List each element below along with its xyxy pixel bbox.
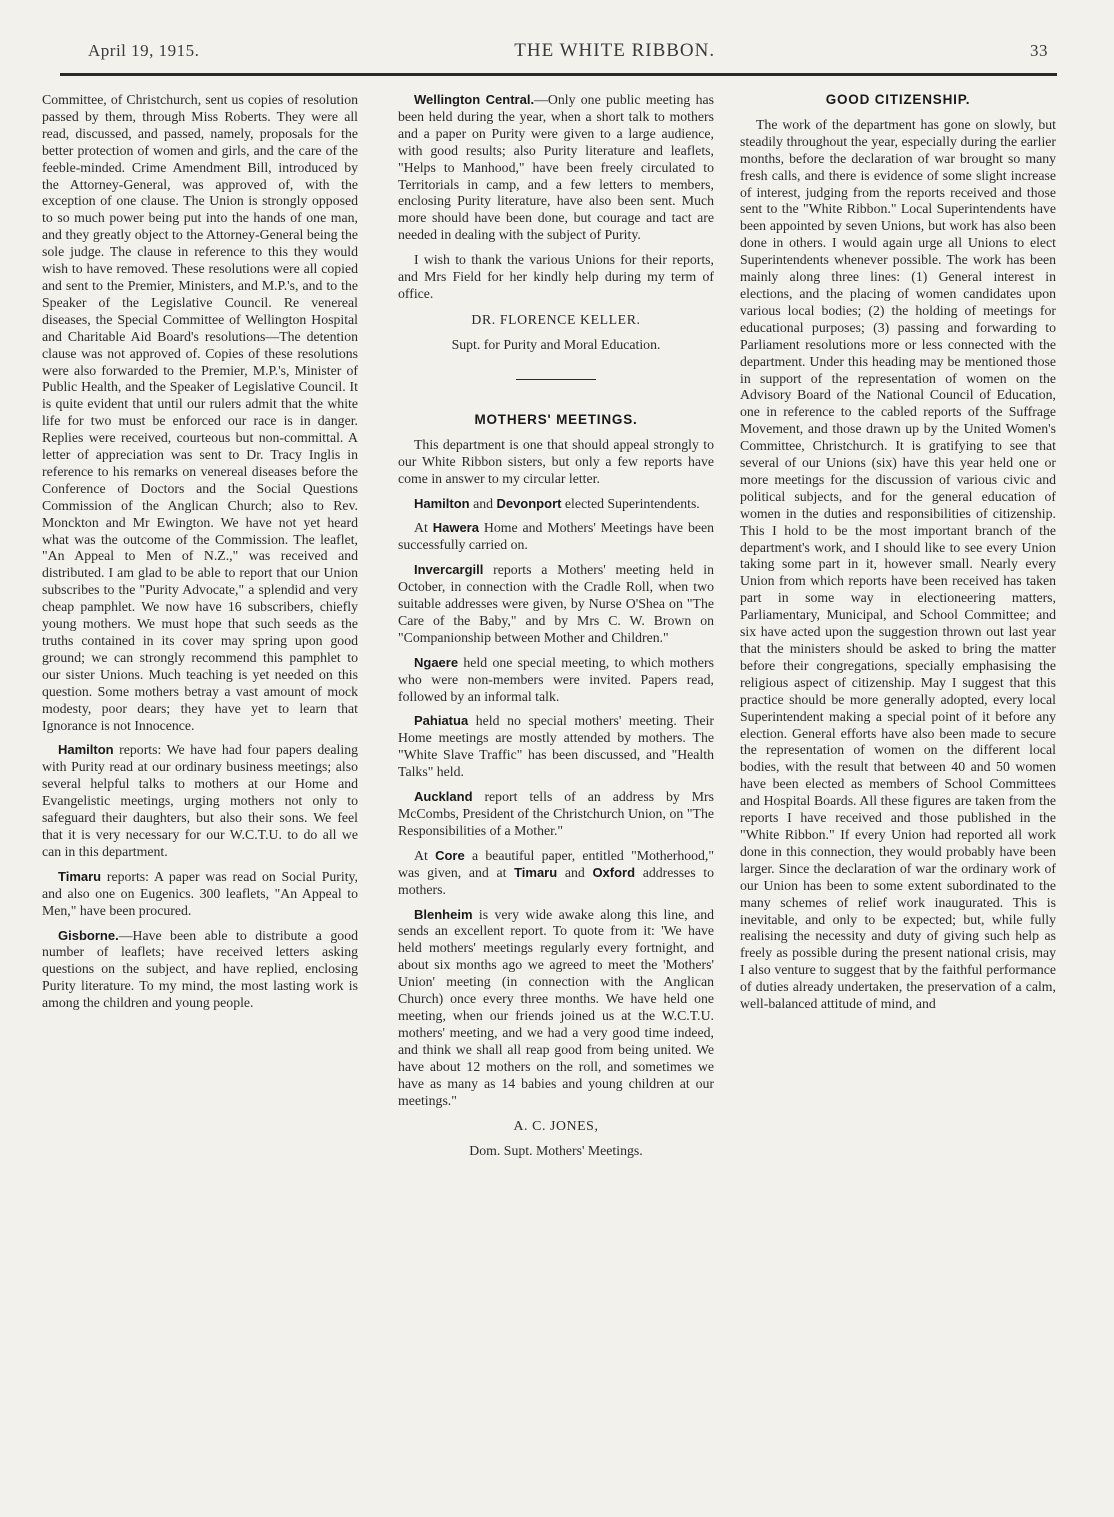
thanks-paragraph: I wish to thank the various Unions for their reports, and Mrs Field for her kindly help during my term of office. — [398, 252, 714, 301]
column-left — [42, 92, 358, 1020]
gisborne-text: —Have been able to distribute a good number of leaflets; have received letters asking questions on the subject, and have replied, enclosing Purity literature. To my mind, the most lasting work is among the children and young people. — [42, 927, 358, 1011]
timaru-heading-2: Timaru — [514, 864, 558, 880]
invercargill-paragraph — [398, 562, 714, 647]
hamilton-devonport-paragraph — [398, 496, 714, 513]
pahiatua-paragraph — [398, 713, 714, 781]
timaru-paragraph — [42, 869, 358, 920]
timaru-text: reports: A paper was read on Social Purity, and also one on Eugenics. 300 leaflets, "An Appeal to Men," have been procured. — [42, 868, 358, 918]
good-citizenship-heading: GOOD CITIZENSHIP. — [825, 92, 971, 107]
wellington-heading: Wellington Central. — [414, 92, 535, 107]
header-rule — [60, 73, 1057, 76]
auckland-text: report tells of an address by Mrs McCombs, President of the Christchurch Union, on "The Responsibilities of a Mother." — [398, 789, 714, 838]
blenheim-paragraph — [398, 907, 714, 1110]
column-right — [740, 92, 1056, 1021]
hamilton-text: reports: We have had four papers dealing with Purity read at our ordinary business meetings; also several helpful talks to mothers at our Home and Evangelistic meetings, urging mothers not only to safeguard their daughters, but also their sons. We feel that it is very necessary for our W.C.T.U. to do all we can in this department. — [42, 742, 358, 859]
hamilton-heading: Hamilton — [58, 742, 114, 758]
page-header — [88, 40, 1048, 70]
signature-jones: A. C. JONES, — [513, 1118, 599, 1134]
oxford-heading: Oxford — [592, 864, 636, 880]
core-paragraph — [398, 848, 714, 899]
hamilton-heading-2: Hamilton — [414, 495, 470, 511]
core-heading: Core — [435, 847, 465, 863]
wellington-paragraph — [398, 92, 714, 244]
hd-text: elected Superintendents. — [561, 495, 700, 511]
hawera-text: Home and Mothers' Meetings have been successfully carried on. — [398, 520, 714, 553]
wellington-text: —Only one public meeting has been held during the year, when a short talk to mothers and a paper on Purity were given to a large audience, with good results; also Purity literature and leaflets, "Helps to Manhood," have been freely circulated to Territorials in camp, and a few letters to members, enclosing Purity literature, have also been sent. Much more should have been done, but courage and tact are needed in dealing with the subject of Purity. — [398, 92, 714, 243]
timaru-heading: Timaru — [58, 868, 102, 884]
page-number: 33 — [1030, 41, 1048, 60]
auckland-paragraph — [398, 789, 714, 840]
publication-title: THE WHITE RIBBON. — [514, 40, 716, 61]
blenheim-heading: Blenheim — [414, 906, 473, 922]
purity-report-continued: Committee, of Christchurch, sent us copies of resolution passed by them, through Miss Roberts. They were all read, discussed, and passed, namely, proposals for the better protection of women and girls, and the care of the feeble-minded. Crime Amendment Bill, introduced by the Attorney-General, was approved of, with the exception of one clause. The Union is strongly opposed to so much power being put into the hands of one man, and they greatly object to the Attorney-General being the sole judge. The clause in reference to this they would wish to have removed. These resolutions were all copied and sent to the Premier, Ministers, and M.P.'s, and to the Speaker of the Legislative Council. Re venereal diseases, the Special Committee of Wellington Hospital and Charitable Aid Board's resolutions—The detention clause was not approved of. Copies of these resolutions were also forwarded to the Premier, M.P.'s, Minister of Public Health, and the Speaker of Legislative Council. It is quite evident that until our rulers admit that the white life for two must be enforced our race is in danger. Replies were received, courteous but non-committal. A letter of appreciation was sent to Dr. Tracy Inglis in reference to his remarks on venereal diseases before the Conference of Doctors and the Social Questions Commission of the Anglican Church; also to Rev. Monckton and Mr Ewington. We have not yet heard what was the outcome of the Commission. The leaflet, "An Appeal to Men of N.Z.," was received and distributed. I am glad to be able to report that our Union subscribes to the "Purity Advocate," a splendid and very cheap pamphlet. We now have 16 subscribers, chiefly young mothers. We must hope that such seeds as the truths contained in its cover may spring upon good ground; we can strongly recommend this pamphlet to our sister Unions. Much teaching is yet needed on this question. Some mothers betray a vast amount of mock modesty, poor dears; they have yet to learn that Ignorance is not Innocence. — [42, 92, 358, 733]
hawera-heading: Hawera — [432, 520, 479, 536]
ngaere-heading: Ngaere — [414, 654, 459, 670]
pahiatua-heading: Pahiatua — [414, 713, 469, 729]
devonport-heading: Devonport — [496, 495, 562, 511]
ngaere-paragraph — [398, 655, 714, 706]
blenheim-text: is very wide awake along this line, and sends an excellent report. To quote from it: 'We have held mothers' meetings regularly every fortnight, and about six months ago we agreed to meet the 'Mothers' Union' meeting (in connection with the Anglican Church) once every three months. We have held one meeting, when our friends joined us at the W.C.T.U. mothers' meeting, and we had a very good time indeed, and think we shall all reap good from being united. We have about 12 mothers on the roll, and sometimes we have as many as 14 babies and young children at our meetings." — [398, 906, 714, 1108]
section-divider — [516, 379, 596, 380]
mothers-meetings-heading: MOTHERS' MEETINGS. — [474, 411, 638, 427]
ngaere-text: held one special meeting, to which mothers who were non-members were invited. Papers read, followed by an informal talk. — [398, 654, 714, 704]
signature-jones-title: Dom. Supt. Mothers' Meetings. — [469, 1143, 643, 1159]
hamilton-paragraph — [42, 742, 358, 860]
and-word: and — [469, 495, 497, 511]
gisborne-paragraph — [42, 928, 358, 1013]
issue-date: April 19, 1915. — [88, 41, 200, 60]
citizenship-body: The work of the department has gone on slowly, but steadily throughout the year, especially during the earlier months, before the declaration of war brought so many fresh calls, and there is evidence of some slight increase of interest, judging from the reports received and those sent to the "White Ribbon." Local Superintendents have been appointed by seven Unions, but work has also been done in others. I would again urge all Unions to elect Superintendents whenever possible. The work has been mainly along three lines: (1) General interest in elections, and the placing of women candidates upon various local bodies; (2) the holding of meetings for educational purposes; (3) passing and forwarding to Parliament resolutions more or less connected with the department. Under this heading may be mentioned those in support of the representation of women on the Advisory Board of the National Council of Education, one in reference to the cabled reports of the Suffrage Movement, and those drawn up by the United Women's Committee, Christchurch. It is gratifying to see that several of our Unions (six) have this year held one or more meetings for the discussion of various civic and political subjects, and for the general education of women in the duties and responsibilities of citizenship. This I hold to be the most important branch of the department's work, and I should like to see every Union taking some part in it, however small. Nearly every Union from which reports have been received has taken part in some way in electioneering matters, Parliamentary, Municipal, and School Committee; and six have acted upon the suggestion thrown out last year that the ministers should be asked to bring the matter before their congregations, specially emphasising the religious aspect of citizenship. May I suggest that this practice should be more generally adopted, every local Superintendent making a special point of it before any election. General efforts have also been made to secure the representation of women on the different local bodies, with the result that between 40 and 50 women have been elected as members of School Committees and Hospital Boards. All these figures are taken from the reports I have received and those published in the "White Ribbon." If every Union had reported all work done in this connection, they would probably have been larger. Since the declaration of war the ordinary work of our Union has been to some extent subordinated to the many schemes of relief work inaugurated. This is inevitable, and only to be expected; but, while fully realising the necessity and duty of giving such help as freely as possible during the present national crisis, may I also venture to suggest that by the faithful performance of duties already undertaken, the preservation of a calm, well-balanced attitude of mind, and — [740, 116, 1056, 1012]
core-pre: At — [414, 847, 436, 863]
auckland-heading: Auckland — [414, 789, 473, 805]
pahiatua-text: held no special mothers' meeting. Their Home meetings are mostly attended by mothers. The "White Slave Traffic" has been discussed, and "Health Talks" held. — [398, 713, 714, 780]
mothers-intro: This department is one that should appeal strongly to our White Ribbon sisters, but only a few reports have come in answer to my circular letter. — [398, 436, 714, 486]
at-word: At — [414, 520, 433, 536]
core-end: addresses to mothers. — [398, 864, 714, 897]
invercargill-heading: Invercargill — [414, 562, 484, 578]
column-middle — [398, 92, 714, 1167]
core-text: a beautiful paper, entitled "Motherhood," was given, and at — [398, 847, 714, 880]
gisborne-heading: Gisborne. — [58, 927, 119, 943]
core-and: and — [557, 864, 593, 880]
hawera-paragraph — [398, 520, 714, 554]
invercargill-text: reports a Mothers' meeting held in October, in connection with the Cradle Roll, when two suitable addresses were given, by Nurse O'Shea on "The Care of the Baby," and by Mrs C. W. Brown on "Companionship between Mother and Children." — [398, 562, 714, 645]
signature-keller: DR. FLORENCE KELLER. — [471, 311, 641, 327]
signature-keller-title: Supt. for Purity and Moral Education. — [451, 336, 661, 352]
